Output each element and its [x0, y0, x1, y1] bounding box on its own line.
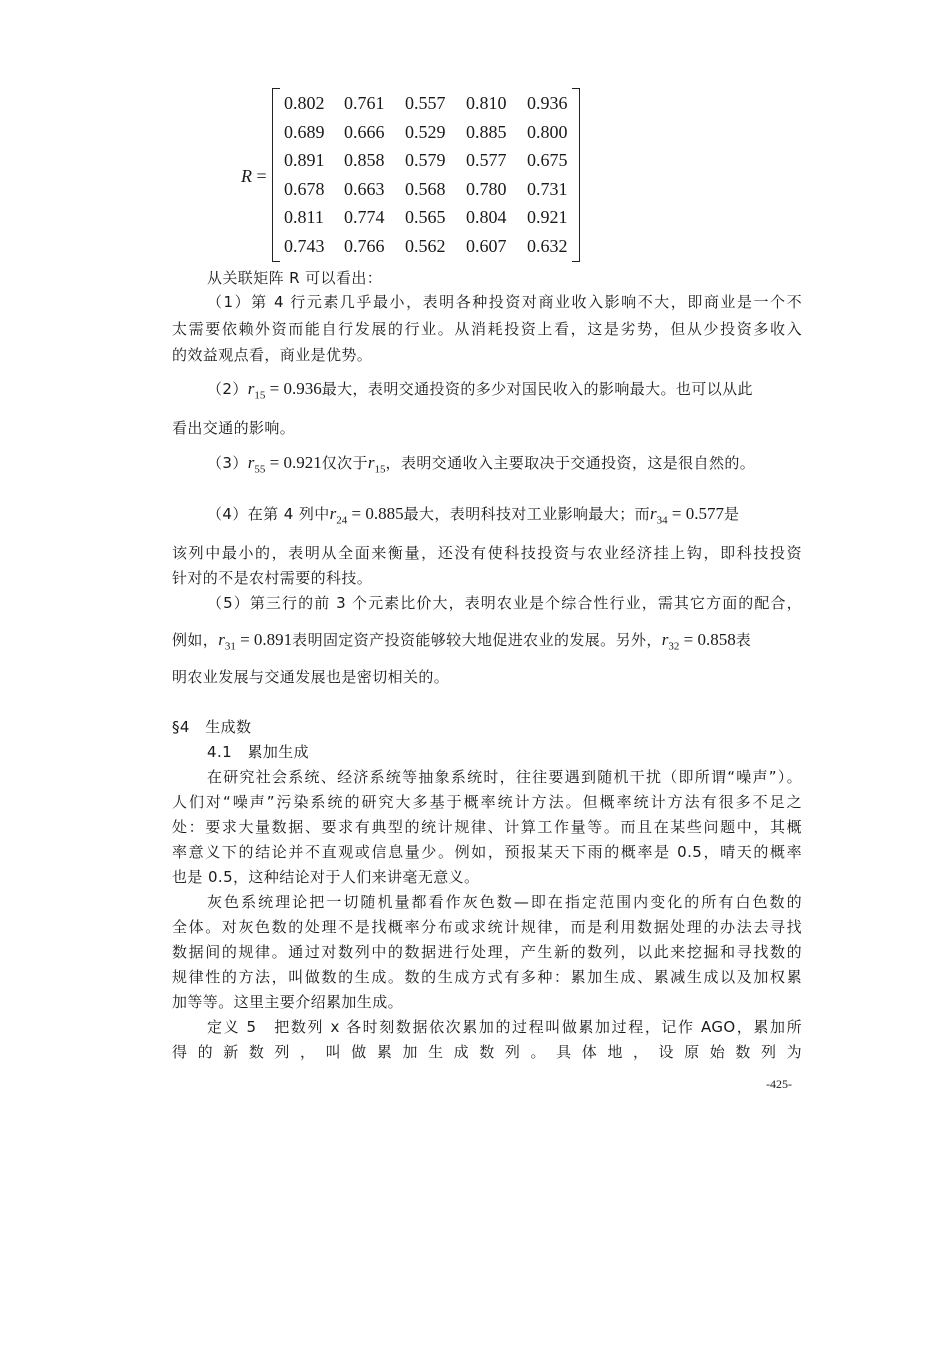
paragraph-line: 率意义下的结论并不直观或信息量少。例如，预报某天下雨的概率是 0.5，晴天的概率 [172, 843, 802, 861]
paragraph-line: $(3)r_{55} = 0.921$仅次于$r_{15}$，表明交通收入主要取决于交通投资，这是很自然的。 [207, 453, 756, 476]
matrix-cell: 0.936 [527, 93, 568, 113]
matrix-cell: 0.800 [527, 122, 568, 142]
matrix-cell: 0.921 [527, 207, 568, 227]
matrix-cell: 0.761 [344, 93, 385, 113]
paragraph-line: 在研究社会系统、经济系统等抽象系统时，往往要遇到随机干扰（即所谓“噪声”）。 [207, 768, 802, 786]
matrix-cell: 0.565 [405, 207, 446, 227]
paragraph-line: 太需要依赖外资而能自行发展的行业。从消耗投资上看，这是劣势，但从少投资多收入 [172, 320, 802, 338]
paragraph-line: 明农业发展与交通发展也是密切相关的。 [172, 668, 450, 686]
paragraph-line: 人们对“噪声”污染系统的研究大多基于概率统计方法。但概率统计方法有很多不足之 [172, 793, 802, 811]
matrix-cell: 0.568 [405, 179, 446, 199]
matrix-cell: 0.557 [405, 93, 446, 113]
paragraph-line: 处：要求大量数据、要求有典型的统计规律、计算工作量等。而且在某些问题中，其概 [172, 818, 802, 836]
matrix-cell: 0.780 [466, 179, 507, 199]
paragraph-line: $(2)r_{15} = 0.936$最大，表明交通投资的多少对国民收入的影响最大。也可以从此 [207, 379, 753, 402]
matrix-cell: 0.811 [284, 207, 324, 227]
subsection-heading: 4.1 累加生成 [207, 743, 310, 761]
paragraph-line: 灰色系统理论把一切随机量都看作灰色数—即在指定范围内变化的所有白色数的 [207, 893, 802, 911]
paragraph-line: （1）第 4 行元素几乎最小，表明各种投资对商业收入影响不大，即商业是一个不 [207, 293, 802, 311]
matrix-cell: 0.678 [284, 179, 325, 199]
matrix-cell: 0.579 [405, 150, 446, 170]
matrix-cell: 0.632 [527, 236, 568, 256]
matrix-cell: 0.666 [344, 122, 385, 142]
matrix-cell: 0.810 [466, 93, 507, 113]
matrix-cell: 0.663 [344, 179, 385, 199]
paragraph-line: 例如，$r_{31} = 0.891$表明固定资产投资能够较大地促进农业的发展。另外，$r_{32} = 0.858$表 [172, 630, 752, 653]
matrix-cell: 0.562 [405, 236, 446, 256]
paragraph-line: 数据间的规律。通过对数列中的数据进行处理，产生新的数列，以此来挖掘和寻找数的 [172, 943, 802, 961]
paragraph-line: 该列中最小的，表明从全面来衡量，还没有使科技投资与农业经济挂上钩，即科技投资 [172, 544, 802, 562]
matrix-label: R = [241, 166, 267, 186]
matrix-cell: 0.731 [527, 179, 568, 199]
matrix-cell: 0.885 [466, 122, 507, 142]
matrix-cell: 0.675 [527, 150, 568, 170]
paragraph-line: 全体。对灰色数的处理不是找概率分布或求统计规律，而是利用数据处理的办法去寻找 [172, 918, 802, 936]
matrix-cell: 0.577 [466, 150, 507, 170]
matrix-cell: 0.607 [466, 236, 507, 256]
matrix-cell: 0.891 [284, 150, 325, 170]
matrix-cell: 0.802 [284, 93, 325, 113]
paragraph-line: （5）第三行的前 3 个元素比价大，表明农业是个综合性行业，需其它方面的配合， [207, 594, 802, 612]
section-heading: §4 生成数 [172, 718, 252, 736]
paragraph-line: （4）在第 4 列中$r_{24} = 0.885$最大，表明科技对工业影响最大；而$r_{34} = 0.577$是 [207, 504, 740, 527]
matrix-cell: 0.529 [405, 122, 446, 142]
paragraph-line: 针对的不是农村需要的科技。 [172, 569, 373, 587]
paragraph-line: 加等等。这里主要介绍累加生成。 [172, 993, 404, 1011]
paragraph-line: 规律性的方法，叫做数的生成。数的生成方式有多种：累加生成、累减生成以及加权累 [172, 968, 802, 986]
matrix-cell: 0.774 [344, 207, 385, 227]
intro-line: 从关联矩阵 R 可以看出： [207, 269, 383, 287]
paragraph-line: 也是 0.5，这种结论对于人们来讲毫无意义。 [172, 868, 480, 886]
paragraph-line: 的效益观点看，商业是优势。 [172, 346, 373, 364]
paragraph-line: 定义 5 把数列 x 各时刻数据依次累加的过程叫做累加过程，记作 AGO，累加所 [207, 1018, 802, 1036]
matrix-cell: 0.766 [344, 236, 385, 256]
matrix-cell: 0.689 [284, 122, 325, 142]
matrix-cell: 0.804 [466, 207, 507, 227]
matrix-cell: 0.858 [344, 150, 385, 170]
paragraph-line: 得的新数列，叫做累加生成数列。具体地，设原始数列为 [172, 1043, 802, 1061]
matrix-cell: 0.743 [284, 236, 325, 256]
paragraph-line: 看出交通的影响。 [172, 419, 296, 437]
page-number: -425- [766, 1077, 792, 1091]
matrix-brackets [272, 88, 580, 262]
